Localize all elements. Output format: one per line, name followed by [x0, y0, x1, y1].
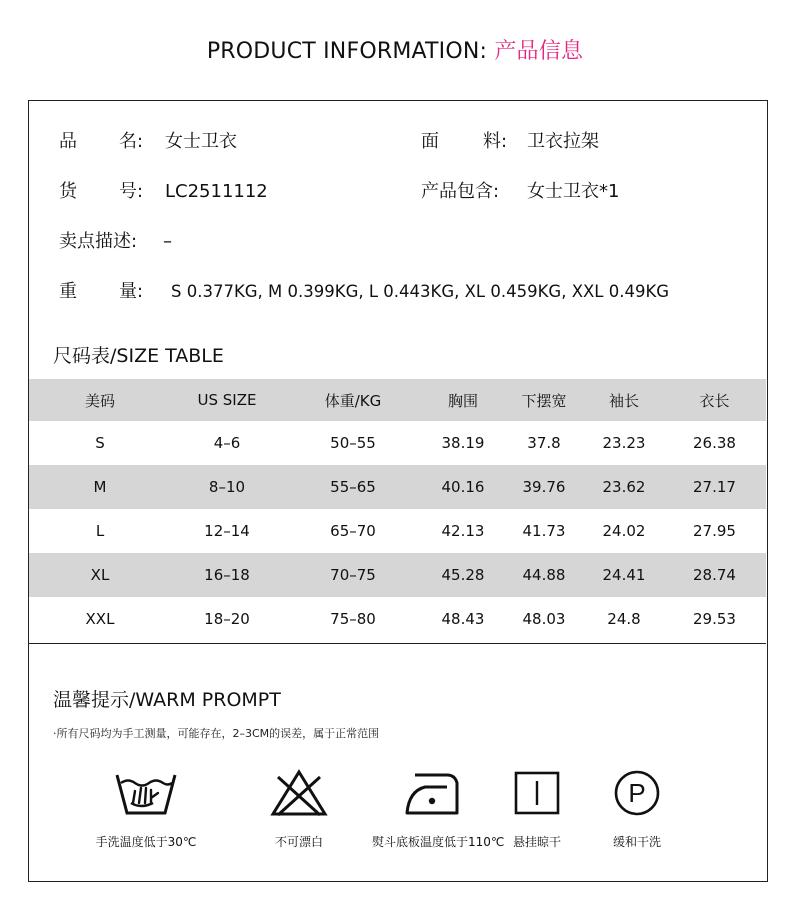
care-iron	[372, 769, 505, 850]
name-label-a: 品	[59, 131, 77, 152]
selling-label: 卖点描述:	[59, 231, 138, 252]
page-title	[0, 34, 790, 65]
size-table-header	[29, 379, 766, 421]
table-cell: 38.19	[441, 434, 485, 452]
table-cell: 40.16	[423, 465, 503, 509]
name-value: 女士卫衣	[165, 131, 237, 152]
dry-clean-symbol: P	[628, 778, 646, 808]
table-cell: 29.53	[693, 610, 736, 628]
table-cell: 39.76	[503, 465, 585, 509]
selling-value: –	[163, 231, 172, 252]
size-table-title: 尺码表/SIZE TABLE	[53, 345, 224, 367]
hand-wash-icon	[113, 769, 179, 817]
table-cell: XXL	[85, 610, 115, 628]
table-cell: 26.38	[693, 434, 736, 452]
product-info-panel	[28, 100, 768, 882]
name-row	[59, 129, 237, 155]
table-cell: 27.95	[693, 522, 736, 540]
table-cell: 28.74	[663, 553, 766, 597]
table-cell: 41.73	[522, 522, 566, 540]
care-label: 缓和干洗	[612, 835, 661, 849]
table-row	[29, 597, 766, 641]
page-title-en: PRODUCT INFORMATION:	[206, 39, 495, 64]
table-cell: 42.13	[441, 522, 485, 540]
table-row	[29, 465, 766, 509]
code-label-b: 号:	[119, 181, 144, 202]
warm-prompt-title: 温馨提示/WARM PROMPT	[53, 689, 281, 711]
table-cell: 37.8	[527, 434, 561, 452]
col-header: 胸围	[423, 379, 503, 421]
table-cell: 16–18	[171, 553, 283, 597]
table-row	[29, 421, 766, 465]
page-title-cn: 产品信息	[494, 39, 584, 64]
section-divider	[29, 643, 766, 644]
table-cell: 65–70	[330, 522, 376, 540]
table-cell: L	[95, 522, 105, 540]
table-cell: 75–80	[330, 610, 376, 628]
table-cell: 55–65	[283, 465, 423, 509]
table-cell: 24.41	[585, 553, 663, 597]
size-table	[29, 379, 766, 641]
hang-dry-icon	[513, 769, 561, 817]
weight-label-b: 量:	[119, 281, 144, 302]
col-header: US SIZE	[171, 379, 283, 421]
weight-value: S 0.377KG, M 0.399KG, L 0.443KG, XL 0.459KG, XXL 0.49KG	[171, 282, 670, 301]
care-label: 不可漂白	[274, 835, 323, 849]
warm-prompt-note: ·所有尺码均为手工测量，可能存在，2–3CM的误差，属于正常范围	[53, 727, 380, 740]
table-cell: 45.28	[423, 553, 503, 597]
table-row	[29, 509, 766, 553]
table-cell: 48.43	[441, 610, 485, 628]
table-cell: 27.17	[663, 465, 766, 509]
code-row	[59, 179, 268, 205]
table-cell: 50–55	[330, 434, 376, 452]
table-cell: 8–10	[171, 465, 283, 509]
selling-row	[59, 229, 172, 255]
weight-label-a: 重	[59, 281, 77, 302]
table-cell: XL	[29, 553, 171, 597]
fabric-row	[421, 129, 599, 155]
table-cell: 18–20	[204, 610, 250, 628]
code-value: LC2511112	[165, 181, 268, 202]
care-hand-wash	[86, 769, 206, 850]
fabric-value: 卫衣拉架	[527, 131, 599, 152]
package-label: 产品包含:	[421, 181, 500, 202]
col-header: 体重/KG	[283, 379, 423, 421]
table-cell: 23.23	[602, 434, 646, 452]
care-no-bleach	[239, 769, 359, 850]
table-cell: 48.03	[522, 610, 566, 628]
table-cell: 44.88	[503, 553, 585, 597]
no-bleach-icon	[270, 769, 328, 817]
weight-row	[59, 279, 669, 305]
care-label: 手洗温度低于30℃	[95, 835, 197, 849]
col-header: 袖长	[585, 379, 663, 421]
table-cell: 4–6	[213, 434, 241, 452]
care-label: 熨斗底板温度低于110℃	[372, 835, 505, 849]
care-dry-clean	[577, 769, 697, 850]
code-label-a: 货	[59, 181, 77, 202]
col-header: 下摆宽	[503, 379, 585, 421]
name-label-b: 名:	[119, 131, 144, 152]
package-value: 女士卫衣*1	[527, 181, 620, 202]
col-header: 美码	[29, 379, 171, 421]
table-cell: 24.02	[602, 522, 646, 540]
table-row	[29, 553, 766, 597]
table-cell: S	[95, 434, 105, 452]
col-header: 衣长	[663, 379, 766, 421]
fabric-label-b: 料:	[483, 131, 508, 152]
package-row	[421, 179, 619, 205]
table-cell: 70–75	[283, 553, 423, 597]
table-cell: 12–14	[204, 522, 250, 540]
dry-clean-icon	[613, 769, 661, 817]
iron-icon	[403, 769, 461, 817]
table-cell: 23.62	[585, 465, 663, 509]
care-label: 悬挂晾干	[512, 835, 561, 849]
table-cell: M	[29, 465, 171, 509]
table-cell: 24.8	[607, 610, 641, 628]
fabric-label-a: 面	[421, 131, 439, 152]
